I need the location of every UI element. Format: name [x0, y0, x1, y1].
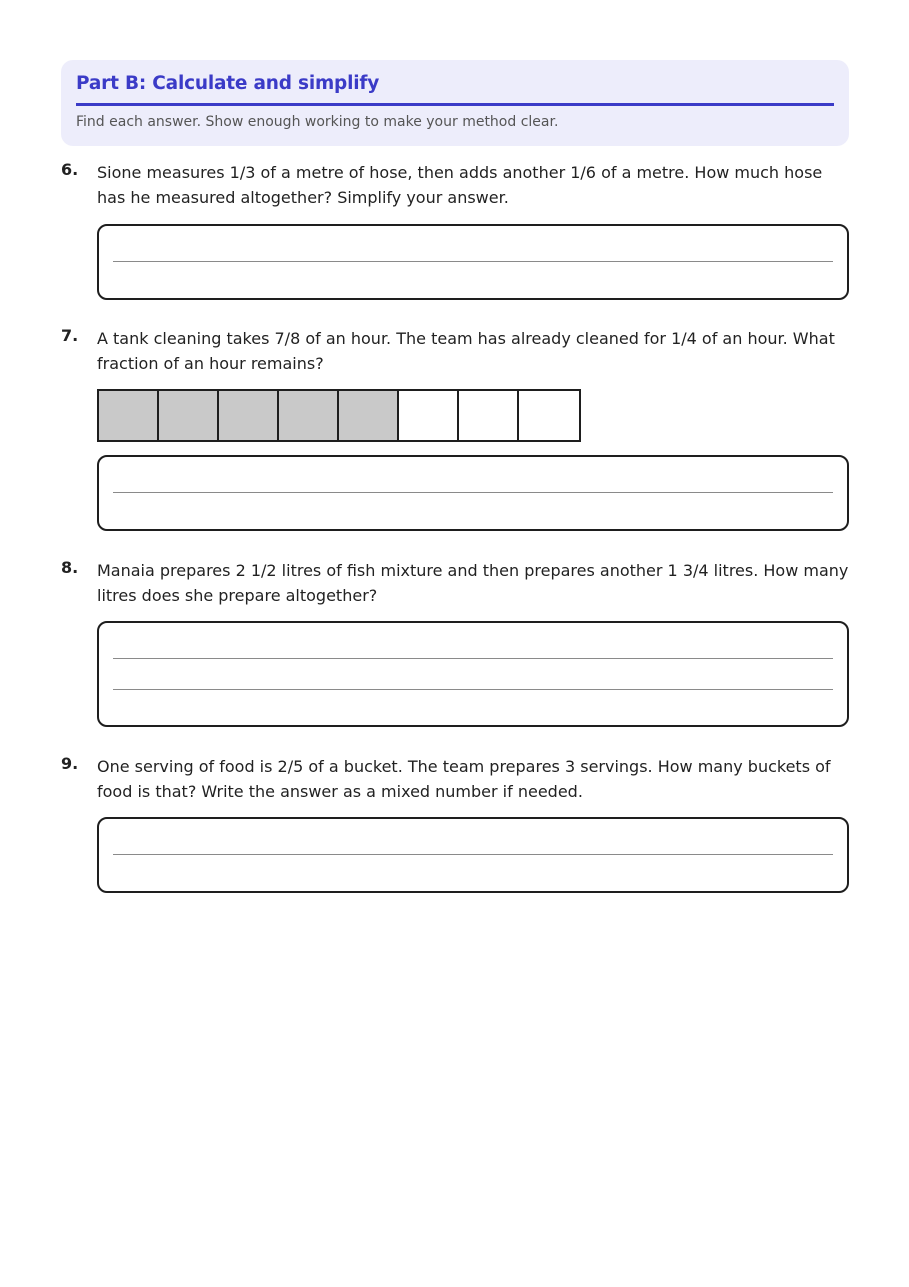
answer-box-q8[interactable] [97, 621, 849, 727]
question-text: A tank cleaning takes 7/8 of an hour. The team has already cleaned for 1/4 of an hour. What fraction of an hour remains? [97, 329, 835, 373]
section-header [61, 60, 849, 146]
answer-line [113, 854, 833, 855]
answer-line [113, 261, 833, 262]
fraction-cell-shaded [339, 391, 399, 440]
fraction-cell-shaded [219, 391, 279, 440]
section-title: Part B: Calculate and simplify [76, 73, 380, 94]
answer-line [113, 689, 833, 690]
section-title-underline [76, 103, 834, 106]
answer-box-q7[interactable] [97, 455, 849, 531]
fraction-cell-unshaded [399, 391, 459, 440]
question-text: Manaia prepares 2 1/2 litres of fish mixture and then prepares another 1 3/4 litres. How many litres does she prepare altogether? [97, 561, 849, 605]
answer-line [113, 658, 833, 659]
answer-line [113, 492, 833, 493]
section-instructions: Find each answer. Show enough working to make your method clear. [76, 114, 559, 130]
fraction-cell-unshaded [459, 391, 519, 440]
fraction-cell-shaded [159, 391, 219, 440]
question-text: One serving of food is 2/5 of a bucket. The team prepares 3 servings. How many buckets of food is that? Write the answer as a mixed number if needed. [97, 757, 831, 801]
question-number: 6. [61, 160, 79, 179]
question-number: 7. [61, 326, 79, 345]
fraction-bar-eighths [97, 389, 581, 442]
question-number: 9. [61, 754, 79, 773]
question-text: Sione measures 1/3 of a metre of hose, then adds another 1/6 of a metre. How much hose has he measured altogether? Simplify your answer. [97, 163, 823, 207]
fraction-cell-shaded [99, 391, 159, 440]
fraction-cell-shaded [279, 391, 339, 440]
answer-box-q6[interactable] [97, 224, 849, 300]
fraction-cell-unshaded [519, 391, 579, 440]
answer-box-q9[interactable] [97, 817, 849, 893]
question-number: 8. [61, 558, 79, 577]
